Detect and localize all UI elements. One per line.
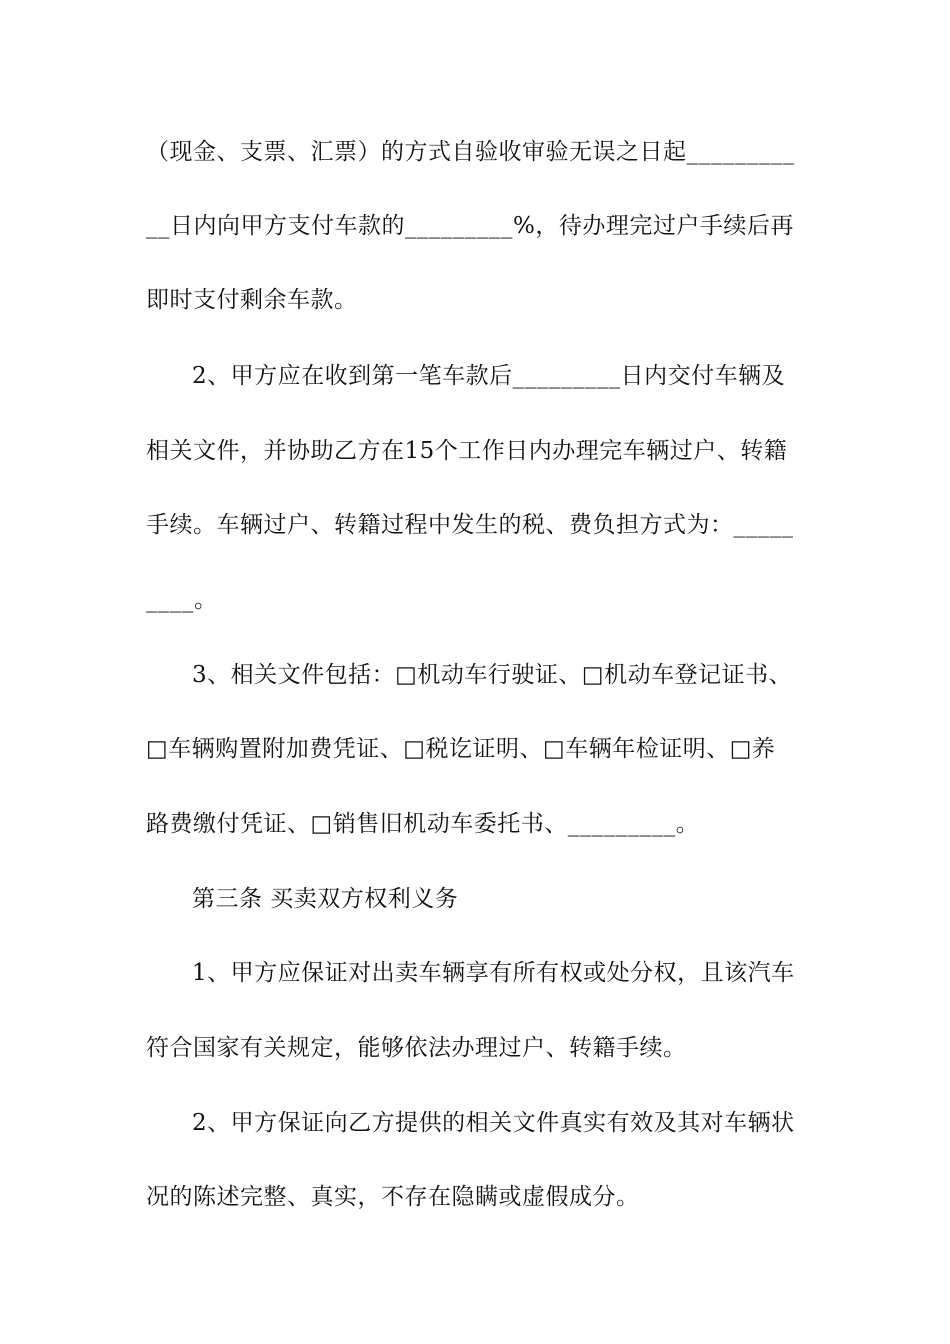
text-line-10: 路费缴付凭证、□销售旧机动车委托书、_________。 xyxy=(146,811,700,837)
text-line-8: 3、相关文件包括：□机动车行驶证、□机动车登记证书、 xyxy=(192,662,793,688)
text-line-6: 手续。车辆过户、转籍过程中发生的税、费负担方式为：_____ xyxy=(146,512,794,538)
text-line-15: 况的陈述完整、真实，不存在隐瞒或虚假成分。 xyxy=(146,1184,640,1210)
text-line-7: ____。 xyxy=(146,587,218,613)
section-heading: 第三条 买卖双方权利义务 xyxy=(192,886,459,912)
text-line-9: □车辆购置附加费凭证、□税讫证明、□车辆年检证明、□养 xyxy=(146,736,776,762)
text-line-1: （现金、支票、汇票）的方式自验收审验无误之日起_________ xyxy=(146,139,795,165)
text-line-4: 2、甲方应在收到第一笔车款后_________日内交付车辆及 xyxy=(192,363,786,389)
text-line-2: __日内向甲方支付车款的_________%，待办理完过户手续后再 xyxy=(146,213,794,239)
text-line-12: 1、甲方应保证对出卖车辆享有所有权或处分权，且该汽车 xyxy=(192,960,795,986)
text-line-14: 2、甲方保证向乙方提供的相关文件真实有效及其对车辆状 xyxy=(192,1110,795,1136)
text-line-13: 符合国家有关规定，能够依法办理过户、转籍手续。 xyxy=(146,1035,687,1061)
text-line-5: 相关文件，并协助乙方在15个工作日内办理完车辆过户、转籍 xyxy=(146,438,788,464)
text-line-3: 即时支付剩余车款。 xyxy=(146,287,358,313)
